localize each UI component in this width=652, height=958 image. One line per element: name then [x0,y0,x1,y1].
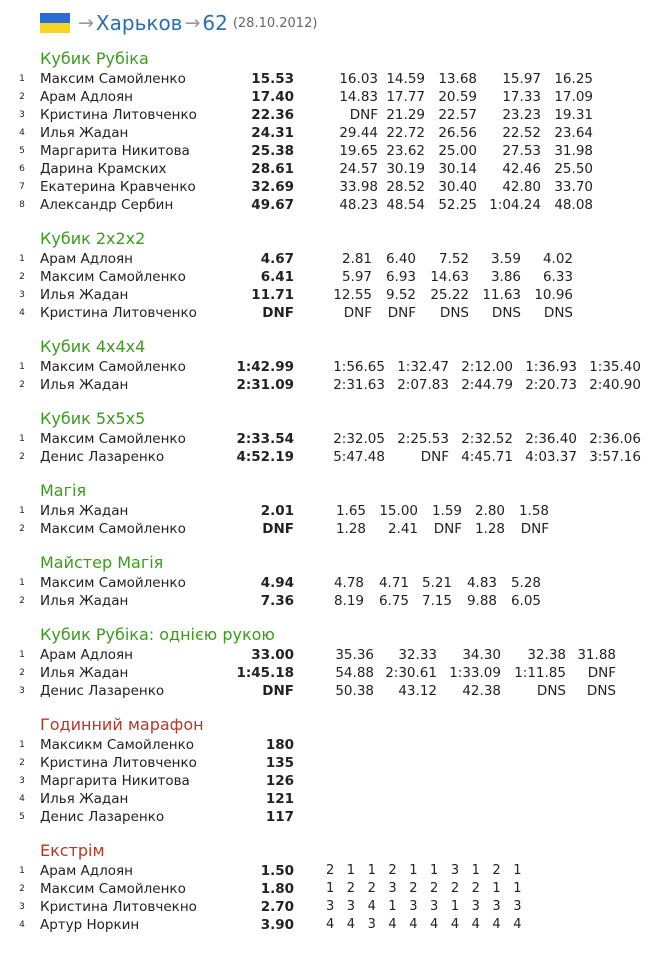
attempt-time: DNF [520,521,549,537]
attempt-time: 2:36.06 [589,431,641,447]
attempt-time: 19.31 [554,107,593,123]
best-result: 33.00 [251,647,294,663]
competitor-name: Максим Самойленко [40,575,186,591]
attempt-time: 2.80 [474,503,505,519]
attempt-sequence: 4 4 3 4 4 4 4 4 4 4 [326,917,526,932]
section-title: Кубик 5x5x5 [40,409,146,428]
competitor-name: Илья Жадан [40,125,129,141]
result-row [0,808,652,826]
rank-number: 7 [19,182,25,192]
competitor-name: Илья Жадан [40,503,129,519]
attempt-time: DNS [586,683,616,699]
best-result: 1:42.99 [236,359,294,375]
result-row [0,250,652,268]
result-row [0,574,652,592]
result-row [0,502,652,520]
competitor-name: Максим Самойленко [40,881,186,897]
attempt-time: 48.08 [554,197,593,213]
best-result: 135 [265,755,294,771]
best-result: 4.67 [260,251,294,267]
attempt-time: 1:32.47 [397,359,449,375]
rank-number: 4 [19,794,25,804]
best-result: 117 [265,809,294,825]
best-result: 126 [265,773,294,789]
attempt-sequence: 2 1 1 2 1 1 3 1 2 1 [326,863,526,878]
attempt-time: 3:57.16 [589,449,641,465]
attempt-time: 4.78 [333,575,364,591]
attempt-time: 22.57 [438,107,477,123]
attempt-time: 34.30 [462,647,501,663]
attempt-time: DNS [536,683,566,699]
competitor-name: Денис Лазаренко [40,809,165,825]
attempt-time: 5.21 [421,575,452,591]
attempt-time: 14.83 [339,89,378,105]
arrow-right-icon: → [184,12,201,34]
best-result: 28.61 [251,161,294,177]
attempt-time: 1.65 [335,503,366,519]
competitor-name: Денис Лазаренко [40,683,165,699]
rank-number: 2 [19,524,25,534]
attempt-time: 17.33 [502,89,541,105]
attempt-time: 30.19 [386,161,425,177]
attempt-time: 14.59 [386,71,425,87]
rank-number: 2 [19,452,25,462]
best-result: 17.40 [251,89,294,105]
rank-number: 6 [19,164,25,174]
attempt-time: 4.71 [378,575,409,591]
attempt-time: 12.55 [333,287,372,303]
attempt-time: 54.88 [335,665,374,681]
attempt-time: 2:20.73 [525,377,577,393]
rank-number: 4 [19,128,25,138]
best-result: 2:31.09 [236,377,294,393]
attempt-time: 2:44.79 [461,377,513,393]
competitor-name: Максим Самойленко [40,269,186,285]
attempt-time: 2:40.90 [589,377,641,393]
attempt-time: 30.14 [438,161,477,177]
competitor-name: Денис Лазаренко [40,449,165,465]
competitor-name: Арам Адлоян [40,251,133,267]
rank-number: 2 [19,272,25,282]
attempt-time: 1:11.85 [514,665,566,681]
result-row [0,286,652,304]
section-title: Кубик Рубіка [40,49,149,68]
competitor-name: Максим Самойленко [40,521,186,537]
result-row [0,70,652,88]
competitor-name: Илья Жадан [40,287,129,303]
attempt-time: 17.09 [554,89,593,105]
attempt-time: 48.54 [386,197,425,213]
best-result: DNF [262,305,294,321]
attempt-time: 21.29 [386,107,425,123]
best-result: 4:52.19 [236,449,294,465]
best-result: 2:33.54 [236,431,294,447]
attempt-time: 27.53 [502,143,541,159]
arrow-right-icon: → [78,12,94,34]
result-row [0,592,652,610]
best-result: 49.67 [251,197,294,213]
result-row [0,124,652,142]
attempt-time: DNS [543,305,573,321]
attempt-time: 26.56 [438,125,477,141]
attempt-time: 2:30.61 [385,665,437,681]
competitor-name: Арам Адлоян [40,647,133,663]
attempt-time: 50.38 [335,683,374,699]
attempt-time: 7.52 [438,251,469,267]
attempt-time: DNS [439,305,469,321]
best-result: 6.41 [260,269,294,285]
attempt-time: 11.63 [482,287,521,303]
attempt-time: 2.41 [387,521,418,537]
best-result: 2.01 [260,503,294,519]
attempt-time: 1:04.24 [489,197,541,213]
attempt-time: 25.00 [438,143,477,159]
result-row [0,358,652,376]
attempt-time: 5:47.48 [333,449,385,465]
attempt-time: 22.72 [386,125,425,141]
attempt-time: 4:45.71 [461,449,513,465]
attempt-time: 42.46 [502,161,541,177]
attempt-time: 2:31.63 [333,377,385,393]
attempt-time: 2:32.52 [461,431,513,447]
competitor-name: Кристина Литовченко [40,305,197,321]
rank-number: 4 [19,308,25,318]
best-result: 22.36 [251,107,294,123]
competitor-name: Максим Самойленко [40,71,186,87]
rank-number: 2 [19,380,25,390]
result-row [0,520,652,538]
attempt-time: 33.70 [554,179,593,195]
competitor-name: Арам Адлоян [40,89,133,105]
attempt-time: 23.62 [386,143,425,159]
attempt-time: 48.23 [339,197,378,213]
attempt-time: 3.86 [490,269,521,285]
competition-date: (28.10.2012) [232,15,318,31]
attempt-time: 1:36.93 [525,359,577,375]
result-row [0,736,652,754]
competitor-name: Кристина Литовчекно [40,899,197,915]
competition-number-link[interactable]: 62 [202,11,228,35]
attempt-time: 7.15 [421,593,452,609]
attempt-time: 2.81 [341,251,372,267]
attempt-time: 6.33 [542,269,573,285]
result-row [0,376,652,394]
attempt-time: 9.88 [466,593,497,609]
rank-number: 8 [19,200,25,210]
attempt-time: 23.64 [554,125,593,141]
competitor-name: Кристина Литовченко [40,755,197,771]
rank-number: 1 [19,740,25,750]
rank-number: 1 [19,254,25,264]
attempt-time: 5.97 [341,269,372,285]
rank-number: 1 [19,362,25,372]
attempt-time: DNF [433,521,462,537]
best-result: 121 [265,791,294,807]
attempt-time: DNF [587,665,616,681]
attempt-time: 22.52 [502,125,541,141]
attempt-time: 29.44 [339,125,378,141]
rank-number: 3 [19,902,25,912]
attempt-time: 30.40 [438,179,477,195]
result-row [0,160,652,178]
attempt-time: 32.33 [398,647,437,663]
result-row [0,916,652,934]
result-row [0,88,652,106]
competitor-name: Артур Норкин [40,917,140,933]
competitor-name: Илья Жадан [40,791,129,807]
result-row [0,862,652,880]
competitor-name: Маргарита Никитова [40,773,190,789]
result-row [0,142,652,160]
breadcrumb [40,8,317,38]
result-row [0,178,652,196]
best-result: 1:45.18 [236,665,294,681]
result-row [0,448,652,466]
attempt-time: 1.59 [431,503,462,519]
attempt-time: 15.00 [379,503,418,519]
result-row [0,196,652,214]
attempt-time: 4.02 [542,251,573,267]
city-link[interactable]: Харьков [95,11,183,35]
attempt-sequence: 1 2 2 3 2 2 2 2 1 1 [326,881,526,896]
attempt-time: 16.25 [554,71,593,87]
section-title: Кубик Рубіка: однією рукою [40,625,275,644]
attempt-time: 17.77 [386,89,425,105]
ukraine-flag-icon [40,13,70,33]
result-row [0,430,652,448]
attempt-time: 25.22 [430,287,469,303]
attempt-time: 42.80 [502,179,541,195]
attempt-time: 1.28 [335,521,366,537]
attempt-time: 16.03 [339,71,378,87]
attempt-time: 2:12.00 [461,359,513,375]
attempt-time: DNF [387,305,416,321]
section-title: Кубик 4x4x4 [40,337,146,356]
rank-number: 5 [19,146,25,156]
best-result: 2.70 [260,899,294,915]
attempt-time: 2:07.83 [397,377,449,393]
attempt-time: 2:25.53 [397,431,449,447]
attempt-time: 33.98 [339,179,378,195]
result-row [0,898,652,916]
attempt-time: DNF [420,449,449,465]
best-result: 32.69 [251,179,294,195]
result-row [0,268,652,286]
result-row [0,646,652,664]
result-row [0,106,652,124]
attempt-time: 19.65 [339,143,378,159]
attempt-time: 23.23 [502,107,541,123]
rank-number: 2 [19,92,25,102]
competitor-name: Кристина Литовченко [40,107,197,123]
section-title: Кубик 2x2x2 [40,229,146,248]
attempt-time: 6.05 [510,593,541,609]
rank-number: 1 [19,74,25,84]
attempt-sequence: 3 3 4 1 3 3 1 3 3 3 [326,899,526,914]
attempt-time: 31.98 [554,143,593,159]
attempt-time: DNF [343,305,372,321]
attempt-time: 13.68 [438,71,477,87]
competitor-name: Максикм Самойленко [40,737,194,753]
best-result: 15.53 [251,71,294,87]
rank-number: 2 [19,668,25,678]
section-title: Майстер Магія [40,553,164,572]
attempt-time: 5.28 [510,575,541,591]
attempt-time: DNS [491,305,521,321]
result-row [0,682,652,700]
attempt-time: 31.88 [577,647,616,663]
competitor-name: Максим Самойленко [40,359,186,375]
result-row [0,880,652,898]
rank-number: 3 [19,110,25,120]
best-result: 1.50 [260,863,294,879]
competitor-name: Илья Жадан [40,665,129,681]
rank-number: 3 [19,686,25,696]
best-result: 1.80 [260,881,294,897]
rank-number: 2 [19,884,25,894]
rank-number: 2 [19,596,25,606]
attempt-time: 15.97 [502,71,541,87]
attempt-time: 6.40 [385,251,416,267]
result-row [0,772,652,790]
attempt-time: 3.59 [490,251,521,267]
rank-number: 1 [19,650,25,660]
attempt-time: 1.58 [518,503,549,519]
attempt-time: 4:03.37 [525,449,577,465]
attempt-time: 32.38 [527,647,566,663]
rank-number: 3 [19,776,25,786]
best-result: 4.94 [260,575,294,591]
rank-number: 5 [19,812,25,822]
best-result: 180 [265,737,294,753]
attempt-time: DNF [349,107,378,123]
attempt-time: 1:56.65 [333,359,385,375]
attempt-time: 43.12 [398,683,437,699]
section-title: Годинний марафон [40,715,204,734]
attempt-time: 35.36 [335,647,374,663]
competitor-name: Арам Адлоян [40,863,133,879]
attempt-time: 42.38 [462,683,501,699]
competitor-name: Илья Жадан [40,377,129,393]
result-row [0,304,652,322]
attempt-time: 14.63 [430,269,469,285]
best-result: DNF [262,521,294,537]
attempt-time: 25.50 [554,161,593,177]
rank-number: 4 [19,920,25,930]
competitor-name: Дарина Крамских [40,161,167,177]
rank-number: 1 [19,434,25,444]
best-result: DNF [262,683,294,699]
competitor-name: Максим Самойленко [40,431,186,447]
attempt-time: 1:35.40 [589,359,641,375]
competitor-name: Илья Жадан [40,593,129,609]
attempt-time: 2:32.05 [333,431,385,447]
attempt-time: 1.28 [474,521,505,537]
section-title: Магія [40,481,87,500]
rank-number: 1 [19,506,25,516]
attempt-time: 9.52 [385,287,416,303]
competitor-name: Екатерина Кравченко [40,179,196,195]
attempt-time: 8.19 [333,593,364,609]
competitor-name: Маргарита Никитова [40,143,190,159]
best-result: 7.36 [260,593,294,609]
rank-number: 3 [19,290,25,300]
attempt-time: 4.83 [466,575,497,591]
attempt-time: 10.96 [534,287,573,303]
rank-number: 2 [19,758,25,768]
section-title: Екстрім [40,841,105,860]
attempt-time: 6.75 [378,593,409,609]
attempt-time: 20.59 [438,89,477,105]
rank-number: 1 [19,578,25,588]
attempt-time: 2:36.40 [525,431,577,447]
result-row [0,754,652,772]
best-result: 11.71 [251,287,294,303]
best-result: 25.38 [251,143,294,159]
result-row [0,664,652,682]
result-row [0,790,652,808]
attempt-time: 52.25 [438,197,477,213]
attempt-time: 6.93 [385,269,416,285]
attempt-time: 28.52 [386,179,425,195]
attempt-time: 1:33.09 [449,665,501,681]
competitor-name: Александр Сербин [40,197,174,213]
best-result: 24.31 [251,125,294,141]
attempt-time: 24.57 [339,161,378,177]
best-result: 3.90 [260,917,294,933]
rank-number: 1 [19,866,25,876]
